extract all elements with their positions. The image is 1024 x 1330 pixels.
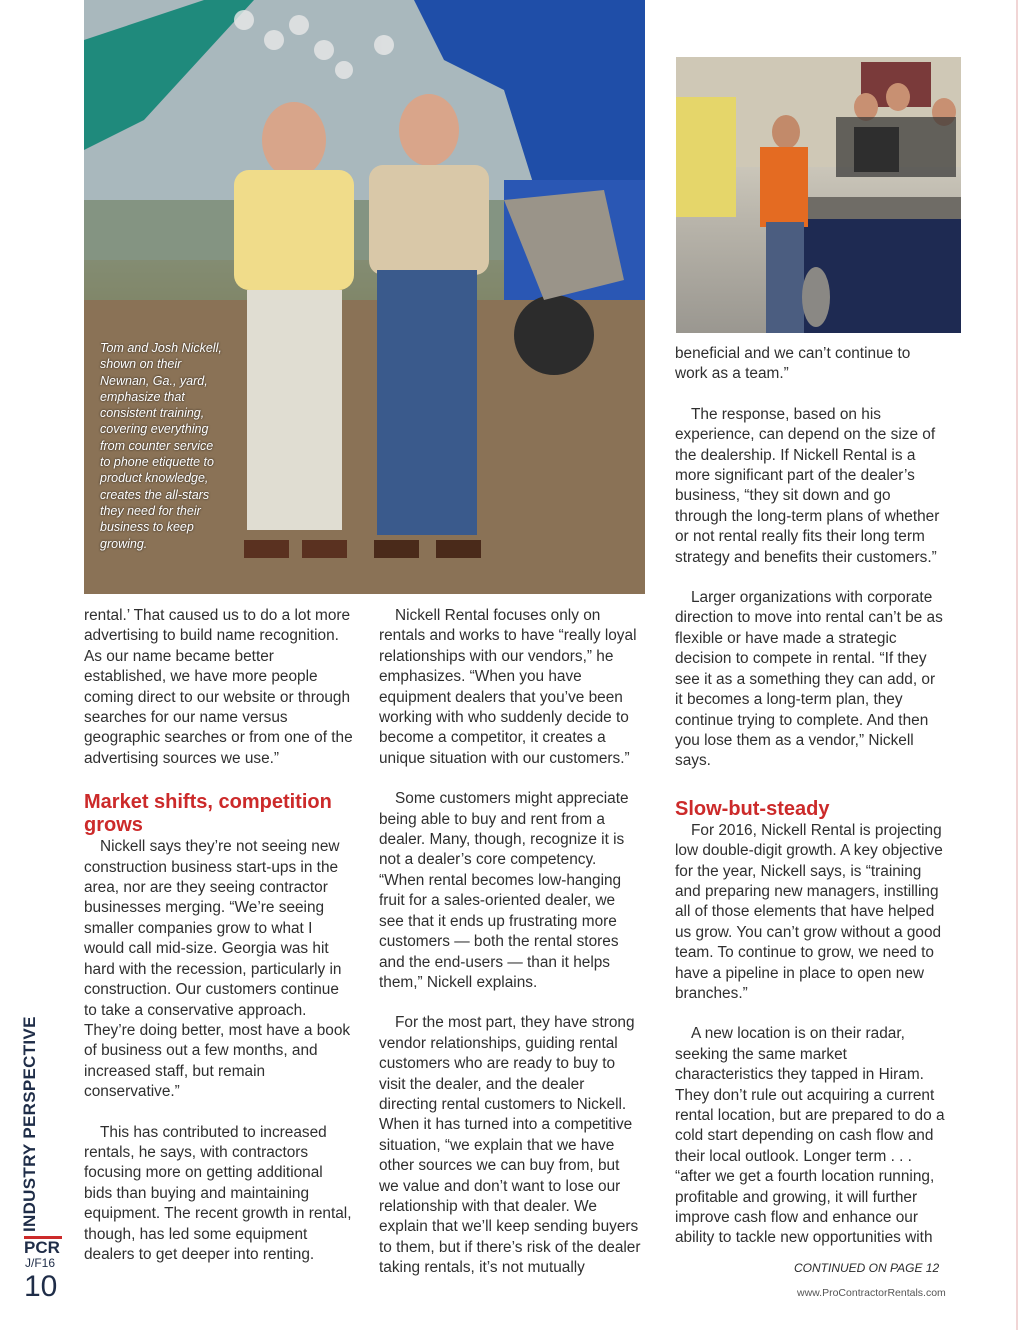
- photo-caption: Tom and Josh Nickell, shown on their Newnan, Ga., yard, emphasize that consistent training, covering everything from counter service to phone etiquette to product knowledge, creates the all-stars they need for their business to keep growing.: [100, 341, 222, 551]
- col2-paragraph-1: Nickell Rental focuses only on rentals and works to have “really loyal relationships with our vendors,” he emphasizes. “When you have equipment dealers that you’ve been working with who suddenly decide to become a competitor, it creates a unique situation with our customers.”: [379, 607, 637, 767]
- col2-paragraph-2: Some customers might appreciate being able to buy and rent from a dealer. Many, though, recognize it is not a dealer’s core competency. “When rental becomes low-hanging fruit for a sales-oriented dealer, we see that it ends up frustrating more customers — both the rental stores and the end-users — than it helps them,” Nickell explains.: [379, 790, 629, 991]
- col1-paragraph-3: This has contributed to increased rentals, he says, with contractors focusing more on getting additional bids than buying and maintaining equipment. The recent growth in rental, though, has led some equipment dealers to get deeper into renting.: [84, 1123, 352, 1263]
- website-url: www.ProContractorRentals.com: [797, 1287, 946, 1299]
- col2-paragraph-3: For the most part, they have strong vendor relationships, guiding rental customers who are ready to buy to visit the dealer, and the dealer directing rental customers to Nickell. When it has turned into a competitive situation, “we explain that we have other sources we can buy from, but we value and don’t want to lose our relationship with that dealer. We explain that we’ll keep sending buyers to them, but if there’s risk of the dealer taking rentals, it’s not mutually: [379, 1014, 641, 1277]
- magazine-logo: PCR: [24, 1238, 60, 1257]
- continued-on-page: CONTINUED ON PAGE 12: [794, 1261, 940, 1275]
- col3-paragraph-5: A new location is on their radar, seeking the same market characteristics they tapped in Hiram. They don’t rule out acquiring a current rental location, but are prepared to do a cold start depending on cash flow and their local outlook. Longer term . . . “after we get a fourth location running, profitable and growing, it will further improve cash flow and enhance our ability to tackle new opportunities with: [675, 1025, 945, 1247]
- section-label-industry-perspective: INDUSTRY PERSPECTIVE: [20, 1016, 39, 1232]
- text-column-3: [675, 344, 945, 1249]
- col3-paragraph-3: Larger organizations with corporate direction to move into rental can’t be as flexible or have made a strategic decision to compete in rental. “If they see it as a something they can add, or it becomes a long-term plan, they continue trying to complete. And then you lose them as a vendor,” Nickell says.: [675, 589, 943, 770]
- col1-paragraph-1: rental.’ That caused us to do a lot more advertising to build name recognition. As our name became better established, we have more people coming direct to our website or through searches for our name versus geographic searches or from one of the advertising sources we use.”: [84, 607, 353, 767]
- counter-photo: [676, 57, 961, 333]
- page-edge-line: [1016, 0, 1018, 1330]
- text-column-1: [84, 606, 354, 1265]
- issue-label: J/F16: [25, 1256, 56, 1270]
- col3-paragraph-1: beneficial and we can’t continue to work as a team.”: [675, 345, 911, 383]
- text-column-2: [379, 606, 641, 1279]
- counter-photo-illustration: [676, 57, 961, 333]
- col1-paragraph-2: Nickell says they’re not seeing new construction business start-ups in the area, nor are they seeing contractor businesses merging. “We’re seeing smaller companies grow to what I would call mid-size. Georgia was hit hard with the recession, particularly in construction. Our customers continue to take a conservative approach. They’re doing better, most have a book of business out a few months, and increased staff, but remain conservative.”: [84, 838, 351, 1101]
- page-number: 10: [24, 1270, 58, 1303]
- section-heading-market-shifts: Market shifts, competition grows: [84, 791, 332, 837]
- col3-paragraph-2: The response, based on his experience, can depend on the size of the dealership. If Nickell Rental is a more significant part of the dealer’s business, “they sit down and go through the long-term plans of whether or not rental really fits their long term strategy and benefits their customers.”: [675, 405, 940, 566]
- section-heading-slow-but-steady: Slow-but-steady: [675, 797, 830, 820]
- col3-paragraph-4: For 2016, Nickell Rental is projecting low double-digit growth. A key objective for the year, Nickell says, is “training and preparing new managers, instilling all of those elements that have helped us grow. You can’t grow without a good team. To continue to grow, we need to have a pipeline in place to open new branches.”: [675, 821, 943, 1002]
